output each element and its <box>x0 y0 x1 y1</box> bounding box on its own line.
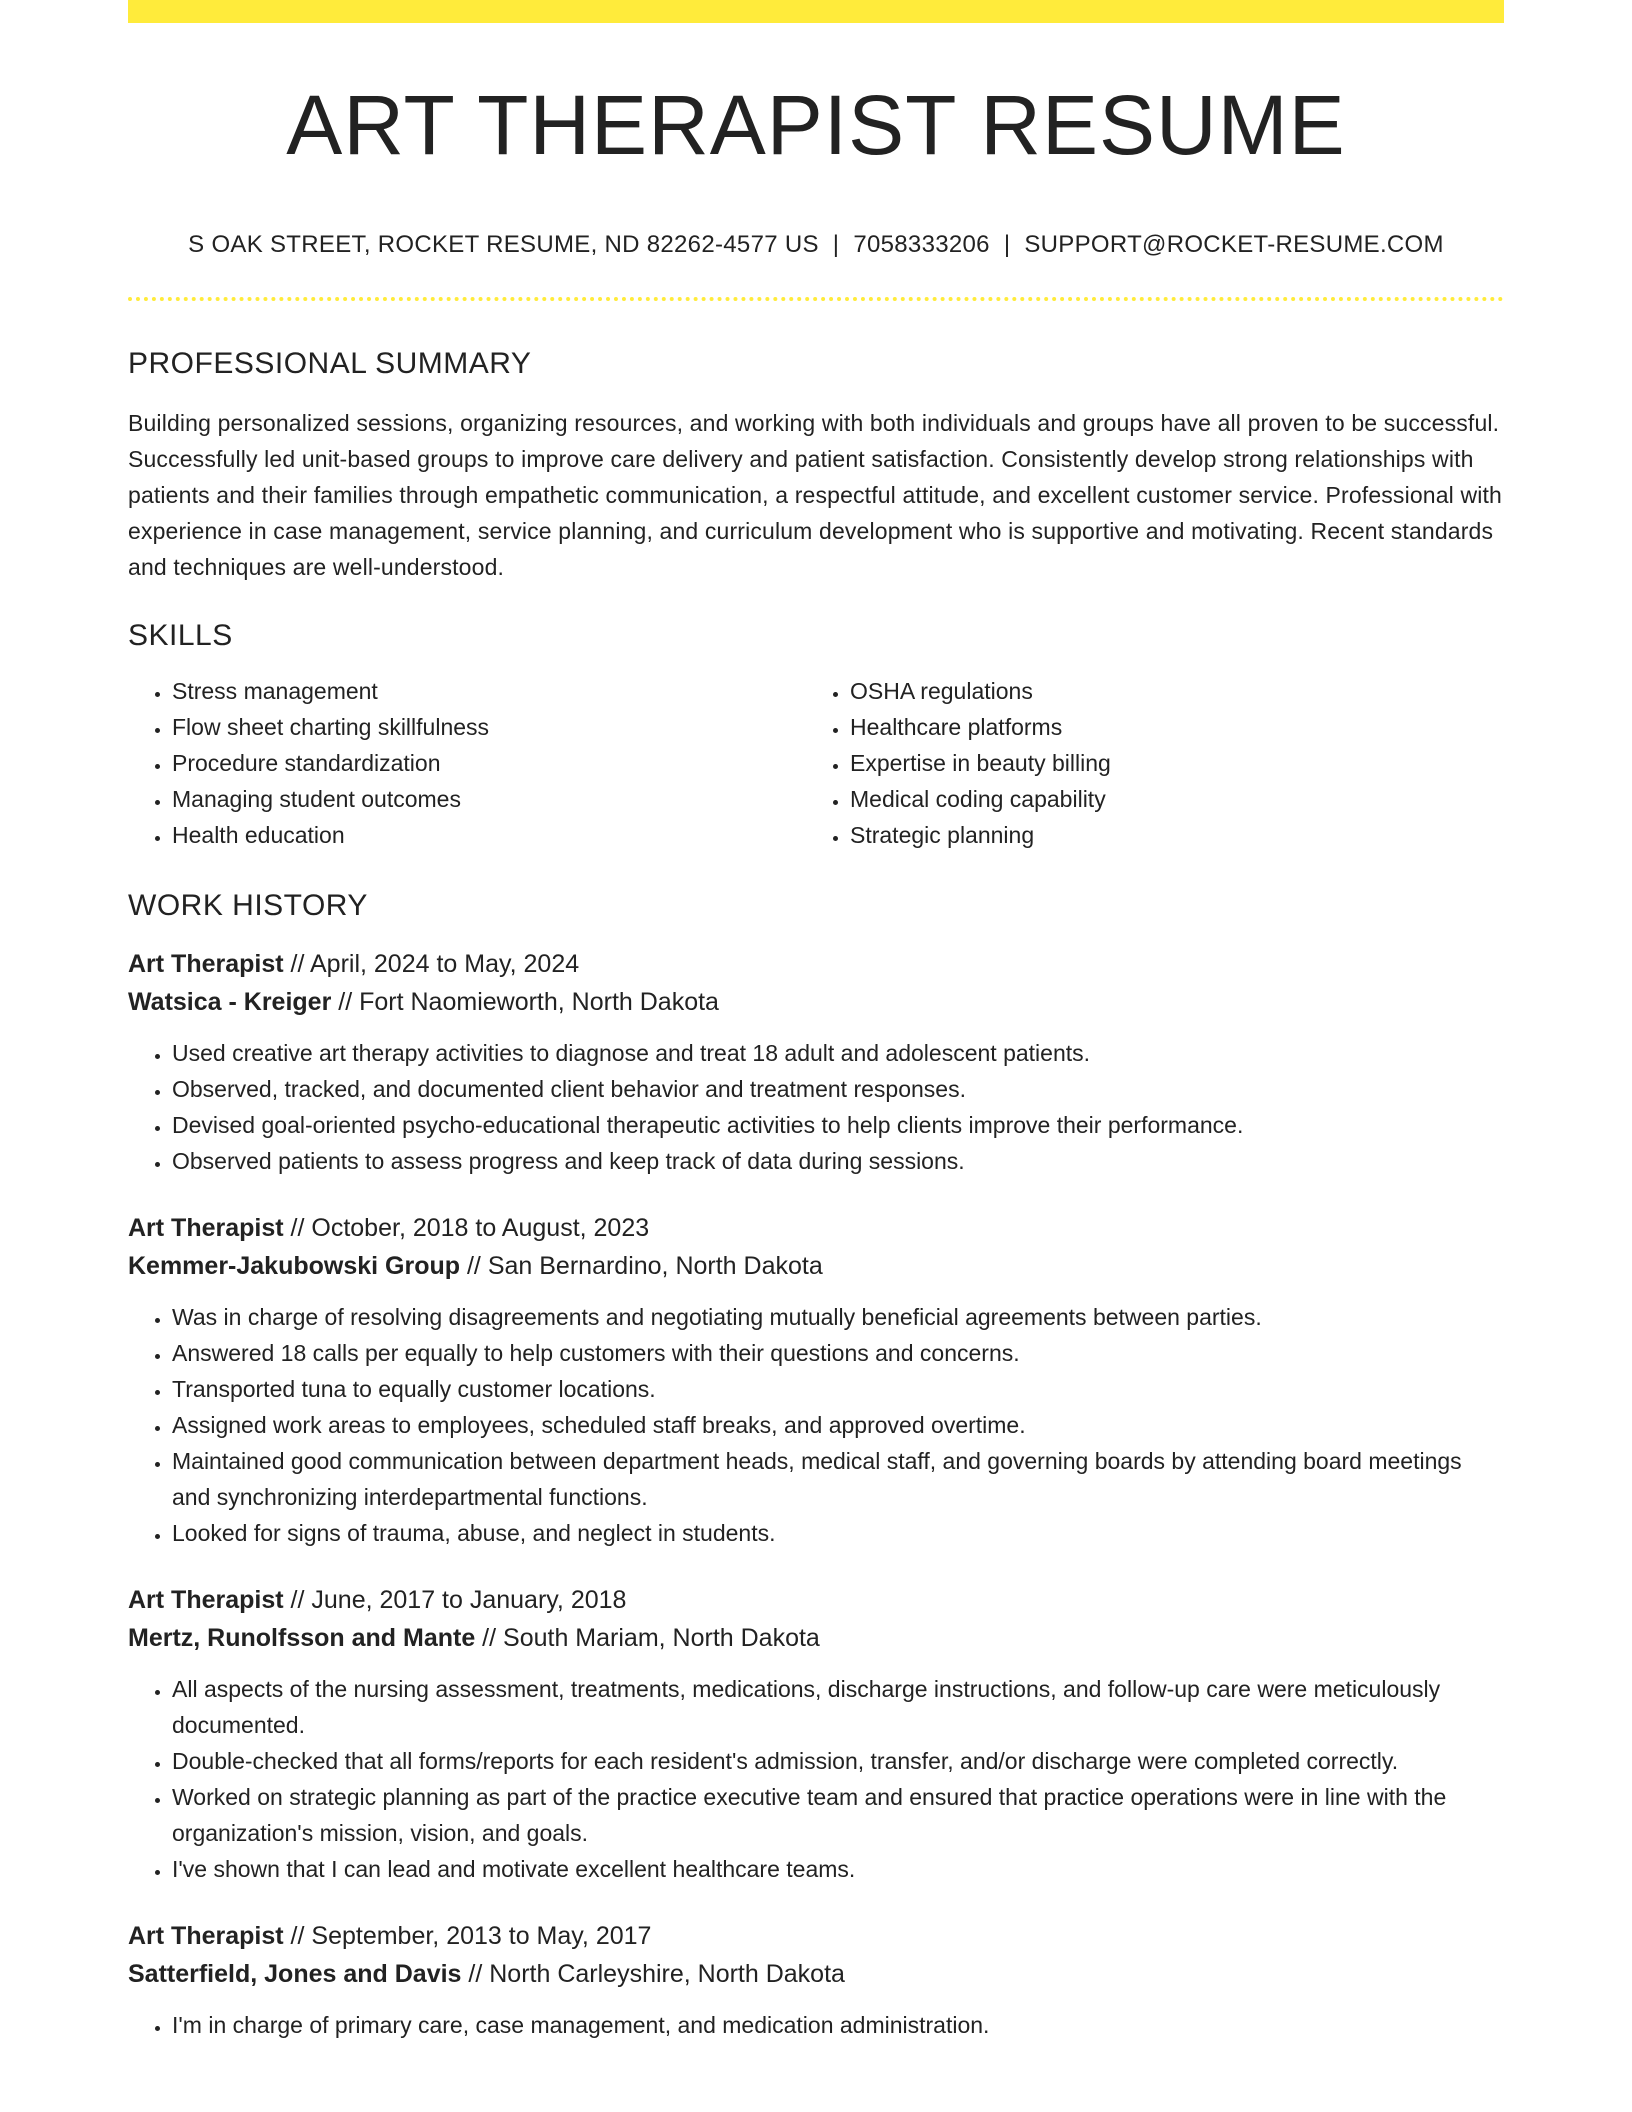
job-bullet: • All aspects of the nursing assessment, treatments, medications, discharge instructions, and follow-up care were meticulously documented. <box>172 1671 1504 1743</box>
skill-item: • Procedure standardization <box>172 745 806 781</box>
skill-item: • Expertise in beauty billing <box>850 745 1484 781</box>
separator: // <box>283 1586 312 1614</box>
skill-item: • OSHA regulations <box>850 673 1484 709</box>
job-bullets <box>128 2007 1504 2043</box>
job-entry <box>128 1581 1504 1887</box>
separator: // <box>283 950 310 978</box>
job-title: Art Therapist <box>128 950 284 978</box>
job-company-line <box>128 1247 1504 1285</box>
job-bullet: • Was in charge of resolving disagreements and negotiating mutually beneficial agreements between parties. <box>172 1299 1504 1335</box>
summary-heading: PROFESSIONAL SUMMARY <box>128 347 532 380</box>
skill-item: • Healthcare platforms <box>850 709 1484 745</box>
skill-item: • Strategic planning <box>850 817 1484 853</box>
skill-item: • Medical coding capability <box>850 781 1484 817</box>
job-title: Art Therapist <box>128 1214 284 1242</box>
job-bullet: • Transported tuna to equally customer locations. <box>172 1371 1504 1407</box>
job-title-line <box>128 1581 1504 1619</box>
separator: // <box>283 1214 312 1242</box>
job-company: Watsica - Kreiger <box>128 988 332 1016</box>
job-company: Satterfield, Jones and Davis <box>128 1960 462 1988</box>
job-bullet: • Maintained good communication between department heads, medical staff, and governing boards by attending board meetings and synchronizing interdepartmental functions. <box>172 1443 1504 1515</box>
top-accent-bar <box>128 0 1504 23</box>
separator: // <box>331 988 360 1016</box>
job-location: San Bernardino, North Dakota <box>487 1252 823 1280</box>
skills-column-left <box>128 673 806 853</box>
separator: // <box>461 1960 490 1988</box>
job-title-line <box>128 1917 1504 1955</box>
job-entry <box>128 945 1504 1179</box>
summary-text: Building personalized sessions, organizing resources, and working with both individuals and groups have all proven to be successful. Successfully led unit-based groups to improve care delivery and patient satisfaction. Consistently develop strong relationships with patients and their families through empathetic communication, a respectful attitude, and excellent customer service. Professional with experience in case management, service planning, and curriculum development who is supportive and motivating. Recent standards and techniques are well-understood. <box>128 410 1502 580</box>
job-bullets <box>128 1035 1504 1179</box>
resume-title: ART THERAPIST RESUME <box>286 78 1346 172</box>
job-bullet: • I've shown that I can lead and motivate excellent healthcare teams. <box>172 1851 1504 1887</box>
job-location: Fort Naomieworth, North Dakota <box>359 988 719 1016</box>
job-bullet: • Observed, tracked, and documented client behavior and treatment responses. <box>172 1071 1504 1107</box>
dotted-divider <box>128 297 1504 301</box>
separator: // <box>475 1624 504 1652</box>
skill-item: • Stress management <box>172 673 806 709</box>
contact-address: S OAK STREET, ROCKET RESUME, ND 82262-4577 US <box>188 231 819 258</box>
job-title-line <box>128 1209 1504 1247</box>
skill-item: • Managing student outcomes <box>172 781 806 817</box>
work-history-heading: WORK HISTORY <box>128 889 368 922</box>
job-entry <box>128 1917 1504 2043</box>
job-bullet: • I'm in charge of primary care, case management, and medication administration. <box>172 2007 1504 2043</box>
job-company-line <box>128 983 1504 1021</box>
job-title: Art Therapist <box>128 1922 284 1950</box>
job-dates: September, 2013 to May, 2017 <box>311 1922 652 1950</box>
contact-line <box>128 233 1504 257</box>
job-title: Art Therapist <box>128 1586 284 1614</box>
job-company: Kemmer-Jakubowski Group <box>128 1252 461 1280</box>
job-dates: October, 2018 to August, 2023 <box>311 1214 650 1242</box>
job-bullet: • Worked on strategic planning as part of the practice executive team and ensured that practice operations were in line with the organization's mission, vision, and goals. <box>172 1779 1504 1851</box>
job-bullet: • Assigned work areas to employees, scheduled staff breaks, and approved overtime. <box>172 1407 1504 1443</box>
job-title-line <box>128 945 1504 983</box>
job-company: Mertz, Runolfsson and Mante <box>128 1624 476 1652</box>
skills-column-right <box>806 673 1484 853</box>
contact-separator: | <box>832 231 840 258</box>
job-bullet: • Answered 18 calls per equally to help customers with their questions and concerns. <box>172 1335 1504 1371</box>
job-company-line <box>128 1955 1504 1993</box>
contact-phone: 7058333206 <box>853 231 990 258</box>
job-company-line <box>128 1619 1504 1657</box>
contact-separator: | <box>1003 231 1011 258</box>
separator: // <box>460 1252 488 1280</box>
contact-email: SUPPORT@ROCKET-RESUME.COM <box>1024 231 1444 258</box>
job-dates: April, 2024 to May, 2024 <box>310 950 580 978</box>
job-bullet: • Looked for signs of trauma, abuse, and neglect in students. <box>172 1515 1504 1551</box>
job-bullets <box>128 1299 1504 1551</box>
skill-item: • Flow sheet charting skillfulness <box>172 709 806 745</box>
job-location: South Mariam, North Dakota <box>503 1624 820 1652</box>
job-dates: June, 2017 to January, 2018 <box>311 1586 627 1614</box>
job-entry <box>128 1209 1504 1551</box>
job-bullet: • Used creative art therapy activities to diagnose and treat 18 adult and adolescent patients. <box>172 1035 1504 1071</box>
job-location: North Carleyshire, North Dakota <box>489 1960 845 1988</box>
skills-list <box>128 673 1504 853</box>
job-bullet: • Double-checked that all forms/reports for each resident's admission, transfer, and/or discharge were completed correctly. <box>172 1743 1504 1779</box>
job-bullet: • Devised goal-oriented psycho-educational therapeutic activities to help clients improve their performance. <box>172 1107 1504 1143</box>
skills-heading: SKILLS <box>128 619 233 652</box>
skill-item: • Health education <box>172 817 806 853</box>
resume-page <box>128 0 1504 2043</box>
job-bullet: • Observed patients to assess progress and keep track of data during sessions. <box>172 1143 1504 1179</box>
separator: // <box>283 1922 312 1950</box>
job-bullets <box>128 1671 1504 1887</box>
